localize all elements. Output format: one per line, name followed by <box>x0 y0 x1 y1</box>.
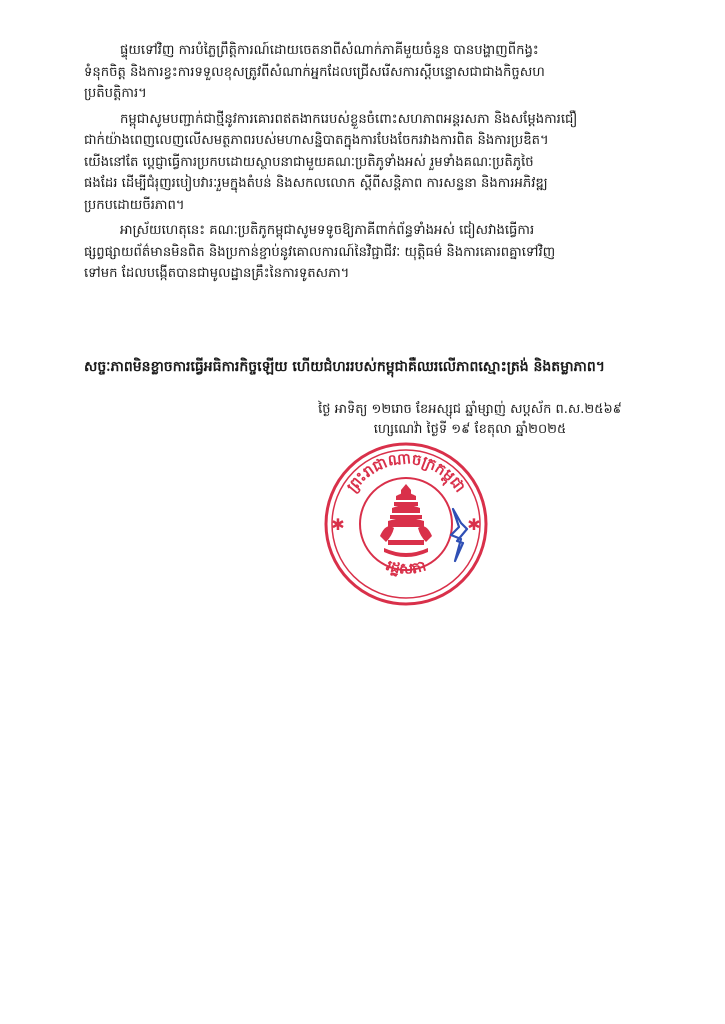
paragraph-1 <box>84 40 640 105</box>
paragraph-line: ផ្ទុយទៅវិញ ការបំភ្លៃព្រឹត្តិការណ៍ដោយចេតនាពីសំណាក់ភាគីមួយចំនួន បានបង្ហាញពីកង្វះ <box>120 43 539 58</box>
signature-mark <box>445 505 475 565</box>
seal-top-text: ព្រះរាជាណាចក្រកម្ពុជា <box>342 449 470 496</box>
date-block <box>290 400 650 440</box>
lunar-date: ថ្ងៃ អាទិត្យ ១២រោច ខែអស្សុជ ឆ្នាំម្សាញ់ សប្តស័ក ព.ស.២៥៦៩ <box>318 402 622 417</box>
royal-emblem-icon <box>380 484 432 557</box>
closing-statement: សច្ចៈភាពមិនខ្លាចការធ្វើអធិការកិច្ចឡើយ ហើយជំហររបស់កម្ពុជាគឺឈរលើភាពស្មោះត្រង់ និងតម្លាភាព។ <box>84 359 605 375</box>
paragraph-line: ផងដែរ ដើម្បីជំរុញរបៀបវារៈរួមក្នុងតំបន់ និងសកលលោក ស្តីពីសន្តិភាព ការសន្ទនា និងការអភិវឌ្ឍ <box>84 176 548 191</box>
paragraph-line: កម្ពុជាសូមបញ្ជាក់ជាថ្មីនូវការគោរពឥតងាករេបស់ខ្លួនចំពោះសហភាពអន្តរសភា និងសម្តែងការជឿ <box>120 111 578 127</box>
svg-text:✱: ✱ <box>331 515 345 534</box>
body-text <box>84 40 640 289</box>
paragraph-line: ផ្សព្វផ្សាយព័ត៌មានមិនពិត និងប្រកាន់ខ្ជាប់នូវគោលការណ៍នៃវិជ្ជាជីវៈ យុត្តិធម៌ និងការគោរពគ្នាទៅវិញ <box>84 244 556 260</box>
paragraph-2 <box>84 109 640 217</box>
paragraph-line: ជាក់យ៉ាងពេញលេញលើសមត្ថភាពរបស់មហាសន្និបាតក្នុងការបែងចែករវាងការពិត និងការប្រឌិត។ <box>84 133 549 148</box>
paragraph-line: ទៅមក ដែលបង្កើតបានជាមូលដ្ឋានគ្រឹះនៃការទូតសភា។ <box>84 266 350 281</box>
svg-text:✱: ✱ <box>467 515 481 534</box>
paragraph-line: ប្រតិបត្តិការ។ <box>84 86 147 101</box>
paragraph-3 <box>84 220 640 285</box>
paragraph-line: អាស្រ័យហេតុនេះ គណៈប្រតិភូកម្ពុជាសូមទទូចឱ្យភាគីពាក់ព័ន្ធទាំងអស់ ជៀសវាងធ្វើការ <box>120 223 535 238</box>
solar-date: ហេ្សណេវ៉ា ថ្ងៃទី ១៩ ខែតុលា ឆ្នាំ២០២៥ <box>373 422 567 437</box>
paragraph-line: ទំនុកចិត្ត និងការខ្វះការទទួលខុសត្រូវពីសំណាក់អ្នកដែលជ្រើសរើសការស្តីបន្ទោសជាជាងកិច្ចសហ <box>84 64 545 80</box>
paragraph-line: យើងនៅតែ ប្តេជ្ញាធ្វើការប្រកបដោយស្ថាបនាជាមួយគណៈប្រតិភូទាំងអស់ រួមទាំងគណៈប្រតិភូថៃ <box>84 154 534 170</box>
paragraph-line: ប្រកបដោយចីរភាព។ <box>84 197 185 213</box>
seal-bottom-text: រដ្ឋសភា <box>383 556 429 578</box>
